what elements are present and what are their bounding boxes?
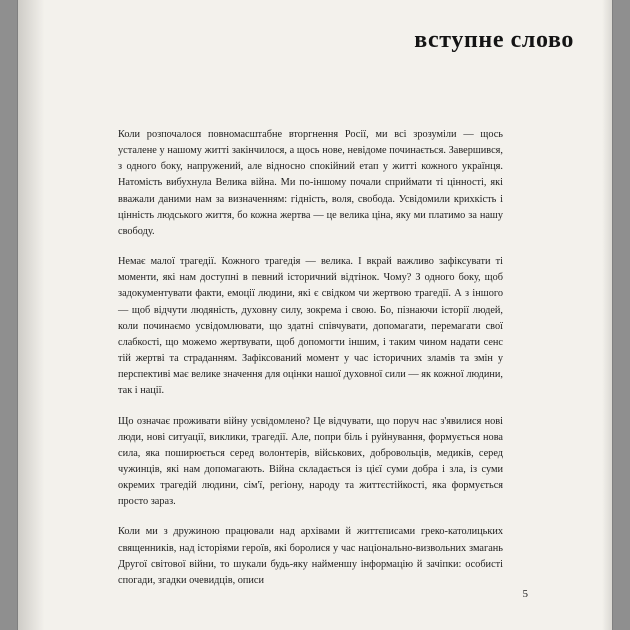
page-number: 5	[522, 588, 528, 600]
chapter-title: вступне слово	[414, 27, 574, 53]
page-gutter-shadow	[18, 0, 44, 630]
body-text-column	[118, 127, 503, 589]
paragraph: Що означає проживати війну усвідомлено? Це відчувати, що поруч нас з'явилися нові люди, нові ситуації, виклики, трагедії. Але, попри біль і руйнування, формується нова сила, яка поширюється серед волонтерів, військових, добровольців, медиків, серед чужинців, які нам допомагають. Війна складається із цієї суми добра і зла, із суми окремих трагедій людини, сім'ї, регіону, народу та життєстійкості, яка формується просто зараз.	[118, 415, 503, 508]
book-page	[18, 0, 612, 630]
paragraph: Немає малої трагедії. Кожного трагедія — велика. І вкрай важливо зафіксувати ті моменти, які нам доступні в певний історичний відтінок. Чому? З одного боку, щоб задокументувати факти, емоції людини, які є свідком чи жертвою трагедії. А з іншого — щоб відчути людяність, духовну силу, зокрема і свою. Бо, пізнаючи історії людей, коли починаємо усвідомлювати, що здатні співчувати, допомагати, перемагати свої слабкості, що можемо жертвувати, щоб допомогти іншим, і таким чином надати сенс тій жертві та страданням. Зафіксований момент у час історичних зламів та змін у перспективі має велике значення для оцінки нашої духовної сили — як кожної людини, так і нації.	[118, 256, 503, 397]
paragraph: Коли ми з дружиною працювали над архівами й життєписами греко-католицьких священників, над історіями героїв, які боролися у час національно-визвольних змагань Другої світової війни, то шукали будь-яку найменшу інформацію й зачіпки: особисті спогади, згадки очевидців, описи	[118, 526, 503, 586]
page-edge-shadow	[602, 0, 612, 630]
paragraph: Коли розпочалося повномасштабне вторгнення Росії, ми всі зрозуміли — щось усталене у нашому житті закінчилося, а щось нове, невідоме починається. Завершився, з одного боку, напружений, але відносно спокійний етап у житті кожного українця. Натомість вибухнула Велика війна. Ми по-іншому почали сприймати ті цінності, які вважали даними нам за визначенням: гідність, воля, свобода. Усвідомили крихкість і цінність людського життя, бо кожна жертва — це велика ціна, яку ми платимо за нашу свободу.	[118, 129, 503, 237]
